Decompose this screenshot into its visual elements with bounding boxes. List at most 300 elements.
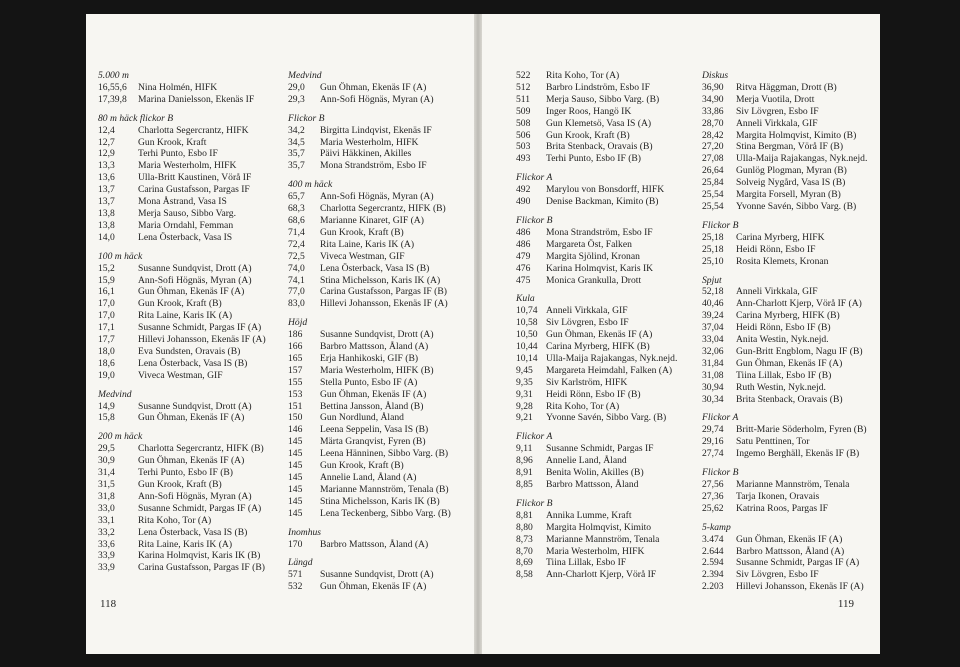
athlete-name: Susanne Schmidt, Pargas IF (A) — [736, 557, 860, 569]
section-heading: Flickor B — [702, 467, 739, 479]
athlete-name: Gun Öhman, Ekenäs IF (A) — [546, 329, 653, 341]
result-row — [288, 329, 472, 341]
result-value: 34,2 — [288, 124, 305, 136]
result-row — [98, 148, 278, 160]
athlete-name: Lena Österback, Vasa IS — [138, 231, 233, 243]
athlete-name: Gun Krook, Kraft (B) — [138, 298, 222, 310]
athlete-name: Ruth Westin, Nyk.nejd. — [736, 381, 826, 393]
athlete-name: Ann-Sofi Högnäs, Myran (A) — [138, 274, 252, 286]
athlete-name: Lena Teckenberg, Sibbo Varg. (B) — [320, 507, 451, 519]
athlete-name: Siv Karlström, HIFK — [546, 376, 628, 388]
result-row — [516, 412, 694, 424]
athlete-name: Siv Lövgren, Esbo IF — [736, 569, 819, 581]
result-value: 145 — [288, 507, 303, 519]
result-row — [288, 353, 472, 365]
athlete-name: Merja Sauso, Sibbo Varg. — [138, 207, 236, 219]
athlete-name: Karina Holmqvist, Karis IK (B) — [138, 550, 261, 562]
right-page-column-2 — [702, 70, 878, 593]
result-value: 8,58 — [516, 569, 533, 581]
result-value: 9,31 — [516, 388, 533, 400]
result-value: 19,0 — [98, 369, 115, 381]
result-row — [516, 70, 694, 82]
result-row — [702, 153, 878, 165]
athlete-name: Viveca Westman, GIF — [138, 369, 223, 381]
athlete-name: Carina Myrberg, HIFK (B) — [546, 341, 650, 353]
section-heading: Flickor B — [702, 219, 739, 231]
athlete-name: Hillevi Johansson, Ekenäs IF (A) — [320, 298, 448, 310]
athlete-name: Gun Öhman, Ekenäs IF (A) — [320, 388, 427, 400]
result-row — [702, 370, 878, 382]
result-row — [516, 341, 694, 353]
athlete-name: Gun Öhman, Ekenäs IF (A) — [736, 357, 843, 369]
result-value: 35,7 — [288, 148, 305, 160]
result-row — [98, 467, 278, 479]
athlete-name: Margita Holmqvist, Kimito — [546, 521, 652, 533]
result-value: 571 — [288, 569, 303, 581]
result-row — [516, 251, 694, 263]
result-value: 166 — [288, 341, 303, 353]
result-row — [516, 305, 694, 317]
result-row — [702, 322, 878, 334]
athlete-name: Heidi Rönn, Esbo IF — [736, 243, 816, 255]
result-value: 2.394 — [702, 569, 724, 581]
result-value: 8,91 — [516, 467, 533, 479]
result-value: 33,2 — [98, 526, 115, 538]
athlete-name: Benita Wolin, Akilles (B) — [546, 467, 644, 479]
result-value: 492 — [516, 184, 531, 196]
result-value: 27,56 — [702, 479, 724, 490]
athlete-name: Susanne Sundqvist, Drott (A) — [320, 569, 434, 581]
result-row — [288, 496, 472, 508]
athlete-name: Maria Westerholm, HIFK — [546, 545, 645, 557]
athlete-name: Annelie Land, Åland (A) — [320, 472, 417, 483]
result-value: 77,0 — [288, 286, 305, 298]
result-value: 18,0 — [98, 345, 115, 357]
result-value: 10,50 — [516, 329, 538, 341]
athlete-name: Lena Österback, Vasa IS (B) — [138, 357, 248, 369]
athlete-name: Ulla-Maija Rajakangas, Nyk.nejd. — [546, 352, 678, 364]
result-value: 32,06 — [702, 345, 724, 357]
result-value: 13,7 — [98, 196, 115, 208]
result-row — [702, 534, 878, 546]
athlete-name: Stina Bergman, Vörå IF (B) — [736, 141, 844, 153]
athlete-name: Mona Strandström, Esbo IF — [546, 226, 653, 238]
result-row — [702, 448, 878, 460]
athlete-name: Ritva Häggman, Drott (B) — [736, 81, 837, 93]
athlete-name: Susanne Sundqvist, Drott (A) — [138, 400, 252, 412]
result-value: 145 — [288, 472, 303, 483]
result-value: 9,45 — [516, 364, 533, 376]
result-row — [98, 310, 278, 322]
right-page-column-1 — [516, 70, 694, 581]
result-value: 65,7 — [288, 191, 305, 203]
section-heading: Inomhus — [288, 526, 322, 538]
athlete-name: Merja Vuotila, Drott — [736, 93, 815, 105]
result-row — [98, 160, 278, 172]
athlete-name: Leena Hänninen, Sibbo Varg. (B) — [320, 448, 449, 460]
result-value: 511 — [516, 93, 531, 105]
result-row — [288, 401, 472, 413]
section-heading: 100 m häck — [98, 250, 143, 262]
result-value: 17,0 — [98, 298, 115, 310]
result-value: 68,6 — [288, 214, 305, 226]
result-row — [288, 94, 472, 106]
result-value: 14,9 — [98, 400, 115, 412]
result-value: 27,36 — [702, 490, 724, 502]
result-value: 3.474 — [702, 533, 724, 545]
athlete-name: Stina Michelsson, Karis IK (B) — [320, 495, 440, 507]
result-row — [516, 263, 694, 275]
athlete-name: Margareta Heimdahl, Falken (A) — [546, 364, 673, 376]
result-value: 31,4 — [98, 467, 115, 479]
result-row — [288, 424, 472, 436]
result-value: 34,5 — [288, 136, 305, 148]
result-value: 145 — [288, 483, 303, 495]
athlete-name: Rita Koho, Tor (A) — [546, 70, 620, 81]
result-value: 16,55,6 — [98, 81, 127, 93]
result-row — [98, 334, 278, 346]
athlete-name: Hillevi Johansson, Ekenäs IF (A) — [736, 581, 864, 593]
athlete-name: Susanne Sundqvist, Drott (A) — [138, 262, 252, 274]
result-value: 33,04 — [702, 334, 724, 346]
athlete-name: Margita Forsell, Myran (B) — [736, 189, 841, 201]
result-value: 35,7 — [288, 160, 305, 172]
athlete-name: Rita Koho, Tor (A) — [546, 400, 620, 412]
result-value: 153 — [288, 388, 303, 400]
left-page-column-1 — [98, 70, 278, 574]
result-value: 10,74 — [516, 305, 538, 317]
result-value: 8,70 — [516, 545, 533, 557]
result-row — [702, 189, 878, 201]
result-row — [702, 94, 878, 106]
result-row — [98, 196, 278, 208]
result-row — [98, 539, 278, 551]
result-row — [702, 479, 878, 491]
result-row — [288, 137, 472, 149]
section-heading: Höjd — [288, 317, 308, 329]
athlete-name: Annika Lumme, Kraft — [546, 509, 632, 521]
result-row — [702, 491, 878, 503]
athlete-name: Mona Strandström, Esbo IF — [320, 160, 427, 172]
result-value: 186 — [288, 329, 303, 341]
athlete-name: Inger Roos, Hangö IK — [546, 105, 632, 117]
athlete-name: Denise Backman, Kimito (B) — [546, 196, 659, 208]
result-value: 68,3 — [288, 203, 305, 215]
result-row — [98, 358, 278, 370]
result-value: 72,5 — [288, 250, 305, 262]
athlete-name: Stina Michelsson, Karis IK (A) — [320, 274, 441, 286]
section-heading: Flickor B — [288, 112, 325, 124]
result-value: 27,74 — [702, 448, 724, 460]
result-row — [702, 106, 878, 118]
athlete-name: Päivi Häkkinen, Akilles — [320, 148, 412, 160]
right-page — [482, 14, 880, 654]
result-row — [702, 232, 878, 244]
result-row — [98, 412, 278, 424]
result-row — [516, 443, 694, 455]
result-value: 27,08 — [702, 153, 724, 165]
result-value: 74,0 — [288, 262, 305, 274]
result-row — [516, 118, 694, 130]
athlete-name: Susanne Schmidt, Pargas IF (A) — [138, 502, 262, 514]
result-row — [288, 239, 472, 251]
result-value: 39,24 — [702, 310, 724, 322]
athlete-name: Hillevi Johansson, Ekenäs IF (A) — [138, 334, 266, 346]
result-row — [98, 263, 278, 275]
result-value: 2.203 — [702, 581, 724, 593]
athlete-name: Heidi Rönn, Esbo IF (B) — [546, 388, 641, 400]
section-heading: Kula — [516, 293, 535, 305]
result-row — [98, 527, 278, 539]
athlete-name: Ingemo Berghäll, Ekenäs IF (B) — [736, 448, 860, 460]
result-value: 25,54 — [702, 200, 724, 212]
result-row — [702, 177, 878, 189]
athlete-name: Charlotta Segercrantz, HIFK (B) — [138, 443, 264, 455]
result-value: 31,84 — [702, 357, 724, 369]
result-value: 33,1 — [98, 514, 115, 526]
result-row — [288, 227, 472, 239]
athlete-name: Yvonne Savén, Sibbo Varg. (B) — [736, 200, 857, 212]
result-row — [702, 569, 878, 581]
athlete-name: Carina Myrberg, HIFK — [736, 231, 825, 243]
result-value: 13,3 — [98, 160, 115, 172]
athlete-name: Katrina Roos, Pargas IF — [736, 502, 829, 514]
result-value: 490 — [516, 196, 531, 208]
result-value: 8,96 — [516, 455, 533, 467]
result-row — [288, 377, 472, 389]
result-row — [288, 203, 472, 215]
result-value: 12,4 — [98, 124, 115, 136]
result-row — [288, 275, 472, 287]
result-value: 28,70 — [702, 117, 724, 129]
result-row — [516, 401, 694, 413]
athlete-name: Brita Stenback, Oravais (B) — [736, 393, 843, 405]
result-value: 146 — [288, 424, 303, 436]
athlete-name: Tiina Lillak, Esbo IF — [546, 557, 627, 569]
result-row — [516, 239, 694, 251]
athlete-name: Margita Holmqvist, Kimito (B) — [736, 129, 857, 141]
athlete-name: Karina Holmqvist, Karis IK — [546, 262, 654, 274]
result-row — [288, 125, 472, 137]
result-row — [702, 310, 878, 322]
athlete-name: Anneli Virkkala, GIF — [736, 117, 818, 129]
result-row — [516, 106, 694, 118]
result-row — [288, 412, 472, 424]
result-row — [516, 82, 694, 94]
result-row — [516, 455, 694, 467]
result-row — [702, 346, 878, 358]
result-value: 18,6 — [98, 357, 115, 369]
result-row — [98, 503, 278, 515]
result-value: 25,10 — [702, 255, 724, 267]
athlete-name: Satu Penttinen, Tor — [736, 436, 810, 448]
athlete-name: Marianne Mannström, Tenala — [736, 479, 850, 490]
athlete-name: Rita Koho, Tor (A) — [138, 514, 212, 526]
result-row — [516, 534, 694, 546]
section-heading: Medvind — [98, 388, 132, 400]
result-row — [98, 346, 278, 358]
athlete-name: Rita Laine, Karis IK (A) — [320, 238, 415, 250]
result-row — [516, 569, 694, 581]
athlete-name: Marianne Mannström, Tenala — [546, 533, 660, 545]
result-row — [98, 491, 278, 503]
result-row — [288, 341, 472, 353]
result-row — [288, 569, 472, 581]
result-row — [702, 382, 878, 394]
athlete-name: Märta Granqvist, Fyren (B) — [320, 436, 426, 448]
athlete-name: Heidi Rönn, Esbo IF (B) — [736, 322, 831, 334]
result-value: 9,35 — [516, 376, 533, 388]
result-row — [98, 286, 278, 298]
athlete-name: Carina Gustafsson, Pargas IF (B) — [138, 562, 265, 574]
athlete-name: Gun Öhman, Ekenäs IF (A) — [138, 286, 245, 298]
result-row — [98, 322, 278, 334]
result-value: 83,0 — [288, 298, 305, 310]
result-value: 8,85 — [516, 479, 533, 490]
section-heading: Flickor B — [516, 214, 553, 226]
athlete-name: Gun Öhman, Ekenäs IF (A) — [320, 81, 427, 93]
athlete-name: Barbro Lindström, Esbo IF — [546, 81, 650, 93]
athlete-name: Barbro Mattsson, Åland — [546, 479, 639, 490]
result-row — [98, 401, 278, 413]
athlete-name: Anita Westin, Nyk.nejd. — [736, 334, 829, 346]
athlete-name: Mona Åstrand, Vasa IS — [138, 196, 227, 208]
athlete-name: Gun Krook, Kraft (B) — [320, 226, 404, 238]
result-value: 52,18 — [702, 286, 724, 298]
section-heading: Flickor A — [702, 412, 739, 424]
athlete-name: Lena Österback, Vasa IS (B) — [320, 262, 430, 274]
result-value: 157 — [288, 364, 303, 376]
result-value: 155 — [288, 376, 303, 388]
athlete-name: Nina Holmén, HIFK — [138, 81, 218, 93]
section-heading: Diskus — [702, 70, 729, 81]
section-heading: Flickor A — [516, 431, 553, 443]
result-row — [288, 472, 472, 484]
result-value: 486 — [516, 226, 531, 238]
result-value: 31,08 — [702, 369, 724, 381]
result-row — [702, 141, 878, 153]
result-value: 26,64 — [702, 165, 724, 177]
result-row — [702, 82, 878, 94]
result-value: 503 — [516, 141, 531, 153]
result-value: 13,7 — [98, 184, 115, 196]
result-value: 31,8 — [98, 490, 115, 502]
result-value: 30,34 — [702, 393, 724, 405]
athlete-name: Siv Lövgren, Esbo IF — [736, 105, 819, 117]
result-value: 25,62 — [702, 502, 724, 514]
result-row — [702, 358, 878, 370]
result-row — [702, 581, 878, 593]
athlete-name: Ulla-Britt Kaustinen, Vörå IF — [138, 172, 252, 184]
result-value: 25,18 — [702, 231, 724, 243]
result-value: 8,81 — [516, 509, 533, 521]
athlete-name: Rita Laine, Karis IK (A) — [138, 310, 233, 322]
result-row — [516, 329, 694, 341]
section-heading: Längd — [288, 557, 313, 569]
result-value: 151 — [288, 400, 303, 412]
result-value: 170 — [288, 538, 303, 550]
athlete-name: Gun-Britt Engblom, Nagu IF (B) — [736, 345, 863, 357]
result-value: 31,5 — [98, 479, 115, 490]
result-value: 17,7 — [98, 334, 115, 346]
athlete-name: Ann-Sofi Högnäs, Myran (A) — [320, 191, 434, 203]
result-value: 509 — [516, 105, 531, 117]
athlete-name: Marianne Kinaret, GIF (A) — [320, 214, 424, 226]
result-value: 36,90 — [702, 81, 724, 93]
athlete-name: Gun Öhman, Ekenäs IF (A) — [320, 581, 427, 593]
result-row — [288, 448, 472, 460]
result-value: 33,86 — [702, 105, 724, 117]
result-value: 2.594 — [702, 557, 724, 569]
result-value: 522 — [516, 70, 531, 81]
result-value: 493 — [516, 153, 531, 165]
athlete-name: Ann-Sofi Högnäs, Myran (A) — [138, 490, 252, 502]
result-value: 25,54 — [702, 189, 724, 201]
result-value: 29,74 — [702, 424, 724, 436]
result-row — [98, 275, 278, 287]
result-row — [288, 365, 472, 377]
result-value: 145 — [288, 460, 303, 472]
result-row — [288, 263, 472, 275]
athlete-name: Eva Sundsten, Oravais (B) — [138, 345, 241, 357]
section-heading: Flickor A — [516, 172, 553, 184]
section-heading: Flickor B — [516, 497, 553, 509]
athlete-name: Barbro Mattsson, Åland (A) — [320, 341, 429, 353]
result-value: 12,7 — [98, 136, 115, 148]
book-gutter — [474, 14, 482, 654]
result-row — [98, 515, 278, 527]
result-value: 506 — [516, 129, 531, 141]
result-row — [516, 184, 694, 196]
result-row — [98, 562, 278, 574]
section-heading: Medvind — [288, 70, 322, 81]
result-row — [288, 460, 472, 472]
result-value: 9,28 — [516, 400, 533, 412]
result-value: 33,6 — [98, 538, 115, 550]
athlete-name: Marianne Mannström, Tenala (B) — [320, 483, 449, 495]
athlete-name: Marylou von Bonsdorff, HIFK — [546, 184, 665, 196]
result-row — [288, 539, 472, 551]
athlete-name: Barbro Mattsson, Åland (A) — [320, 538, 429, 550]
athlete-name: Birgitta Lindqvist, Ekenäs IF — [320, 124, 432, 136]
result-value: 145 — [288, 436, 303, 448]
athlete-name: Rosita Klemets, Kronan — [736, 255, 829, 267]
result-row — [702, 503, 878, 515]
athlete-name: Solveig Nygård, Vasa IS (B) — [736, 177, 846, 189]
result-value: 17,0 — [98, 310, 115, 322]
result-value: 16,1 — [98, 286, 115, 298]
result-row — [288, 286, 472, 298]
result-row — [702, 424, 878, 436]
athlete-name: Yvonne Savén, Sibbo Varg. (B) — [546, 412, 667, 424]
athlete-name: Maria Westerholm, HIFK — [320, 136, 419, 148]
athlete-name: Gun Öhman, Ekenäs IF (A) — [736, 533, 843, 545]
result-value: 71,4 — [288, 226, 305, 238]
result-value: 508 — [516, 117, 531, 129]
result-row — [98, 82, 278, 94]
result-value: 33,0 — [98, 502, 115, 514]
result-value: 27,20 — [702, 141, 724, 153]
result-row — [98, 208, 278, 220]
athlete-name: Gun Krook, Kraft — [138, 136, 207, 148]
athlete-name: Gun Öhman, Ekenäs IF (A) — [138, 455, 245, 467]
athlete-name: Gun Öhman, Ekenäs IF (A) — [138, 412, 245, 424]
result-row — [516, 546, 694, 558]
result-value: 475 — [516, 274, 531, 286]
result-row — [516, 557, 694, 569]
athlete-name: Barbro Mattsson, Åland (A) — [736, 545, 845, 557]
result-row — [702, 334, 878, 346]
